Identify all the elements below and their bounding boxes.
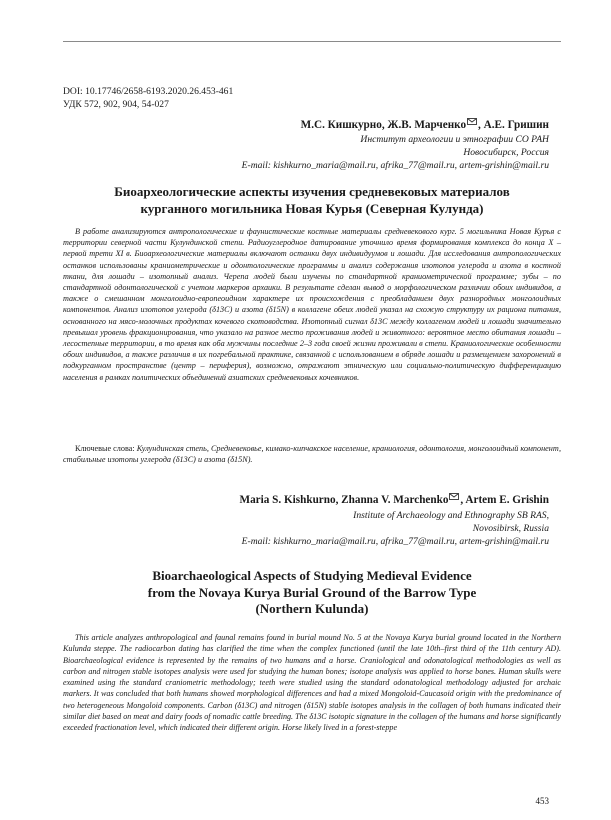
authors-en-part-2: , Artem E. Grishin	[460, 494, 549, 506]
doi[interactable]: DOI: 10.17746/2658-6193.2020.26.453-461	[63, 86, 234, 97]
title-en-line-1: Bioarchaeological Aspects of Studying Medieval Evidence	[152, 568, 472, 583]
affiliation-ru	[242, 133, 549, 172]
email-ru[interactable]: E-mail: kishkurno_maria@mail.ru, afrika_77@mail.ru, artem-grishin@mail.ru	[241, 160, 549, 171]
authors-en-part-1: Maria S. Kishkurno, Zhanna V. Marchenko	[239, 494, 449, 506]
email-en[interactable]: E-mail: kishkurno_maria@mail.ru, afrika_77@mail.ru, artem-grishin@mail.ru	[241, 536, 549, 547]
page-number: 453	[535, 796, 549, 806]
keywords-paragraph	[63, 443, 561, 465]
envelope-icon	[467, 116, 477, 128]
keywords-text: Кулундинская степь, Средневековье, кимако-кипчакское население, краниология, одонтология, монголоидный компонент, стабильные изотопы углерода (δ13C) и азота (δ15N).	[63, 444, 561, 465]
authors-ru	[301, 116, 549, 131]
envelope-icon	[449, 491, 459, 503]
abstract-ru-text: В работе анализируются антропологические и фаунистические костные материалы средневекового кург. 5 могильника Новая Курья с территории северной части Кулундинской степи. Радиоуглеродное датирование уточнило время формирования комплекса до конца X – первой трети XI в. Биоархеологические материалы включают останки двух индивидуумов и лошади. Для исследования антропологических останков использованы краниометрические и одонтологические программы и анализ содержания изотопов углерода и азота в костной ткани, для лошади – изотопный анализ. Черепа людей были изучены по стандартной краниометрической программе; зубы – по стандартной одонтологической с учетом маркеров архаики. В результате сделан вывод о морфологическом различии обоих индивидов, а также о смешанном монголоидно-европеоидном характере их происхождения с преобладанием двух разнородных монголоидных компонентов. Анализ изотопов углерода (δ13C) и азота (δ15N) в коллагене обеих людей указал на схожую структуру их рациона питания, основанного на мясо-молочных продуктах кочевого скотоводства. Изотопный сигнал δ13C между коллагеном людей и лошади значительно превышал уровень фракционирования, что указало на разное место проживания людей и животного: вероятное место обитания лошади – лесостепные территории, в то время как оба мужчины последние 2–3 года своей жизни проживали в степи. Краниологические особенности обоих индивидов, а также различия в их погребальной практике, связанной с использованием в обряде лошади и размещением захоронений в подкурганном пространстве (центр – периферия), возможно, отражают этническую или социально-политическую дифференциацию населения в рамках политических объединений азиатских средневековых кочевников.	[63, 227, 561, 382]
title-ru-line-1: Биоархеологические аспекты изучения средневековых материалов	[114, 184, 510, 199]
title-en-line-3: (Northern Kulunda)	[255, 601, 369, 617]
city-en: Novosibirsk, Russia	[472, 523, 549, 534]
top-rule	[63, 41, 561, 42]
institute-ru: Институт археологии и этнографии СО РАН	[360, 134, 549, 145]
city-ru: Новосибирск, Россия	[463, 147, 549, 158]
article-metadata	[63, 86, 233, 111]
title-ru-line-2: курганного могильника Новая Курья (Северная Кулунда)	[140, 200, 484, 216]
authors-en	[240, 491, 549, 506]
abstract-en	[63, 632, 561, 734]
abstract-ru	[63, 226, 561, 383]
keywords-label: Ключевые слова:	[75, 444, 137, 453]
udc: УДК 572, 902, 904, 54-027	[63, 98, 169, 110]
keywords-ru	[63, 443, 561, 465]
institute-en: Institute of Archaeology and Ethnography SB RAS,	[353, 510, 549, 521]
affiliation-en	[242, 509, 549, 548]
title-en	[70, 568, 554, 618]
abstract-en-text: This article analyzes anthropological and faunal remains found in burial mound No. 5 at the Novaya Kurya burial ground located in the Northern Kulunda steppe. The radiocarbon dating has clarified the time when the complex functioned (until the late 10th–first third of the 11th century AD). Bioarchaeological evidence is represented by the remains of two humans and a horse. Craniological and odonatological methodologies as well as carbon and nitrogen stable isotopes analysis were used for studying the human bones; isotope analysis was applied to horse bones. Human skulls were examined using the standard craniometric methodology; teeth were studied using the standard odonatological methodology adjusted for archaic markers. It was concluded that both humans showed morphological differences and had a mixed Mongoloid-Caucasoid origin with the predominance of two heterogeneous Mongoloid components. Carbon (δ13C) and nitrogen (δ15N) stable isotopes analysis in the collagen of both humans indicated their similar diet based on meat and dairy foods of nomadic cattle breeding. The δ13C isotopic signature in the collagen of the humans and horse significantly exceeded fractionation level, which indicated their different origin. Horse likely lived in a forest-steppe	[63, 633, 561, 733]
title-ru	[70, 184, 554, 217]
authors-ru-part-1: М.С. Кишкурно, Ж.В. Марченко	[300, 119, 467, 131]
authors-ru-part-2: , А.Е. Гришин	[478, 119, 549, 131]
title-en-line-2: from the Novaya Kurya Burial Ground of the Barrow Type	[147, 584, 477, 600]
